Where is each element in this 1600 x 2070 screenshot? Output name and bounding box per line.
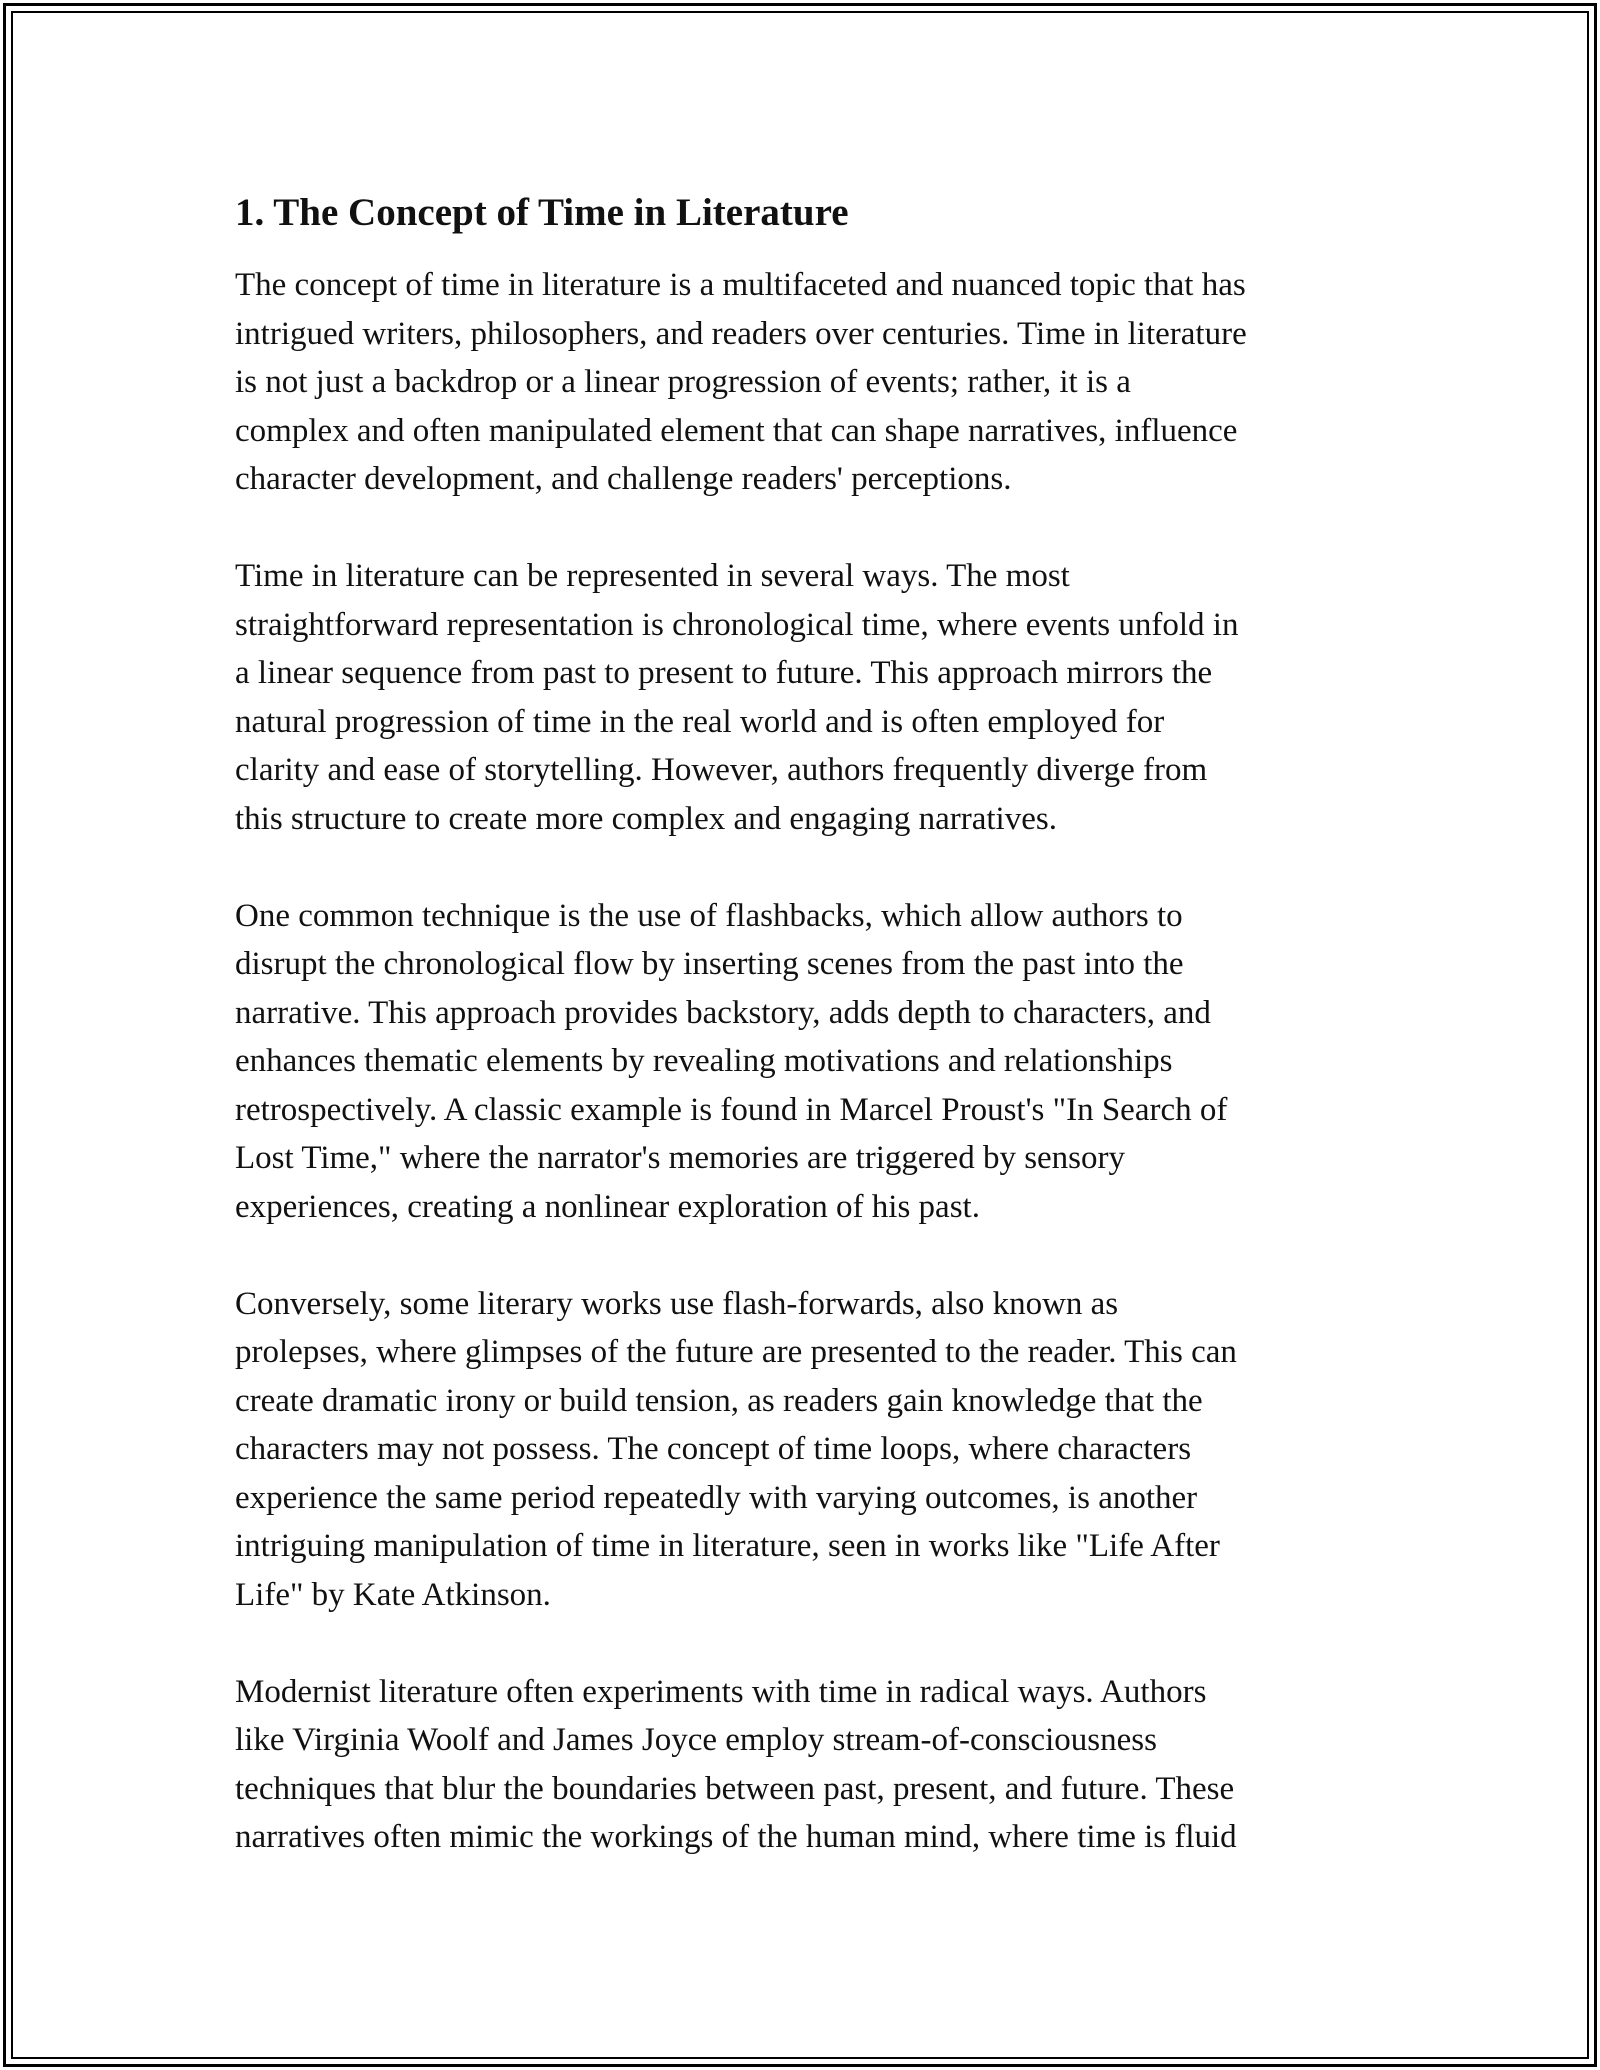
text-line: retrospectively. A classic example is found in Marcel Proust's "In Search of: [235, 1091, 1228, 1128]
text-line: narrative. This approach provides backstory, adds depth to characters, and: [235, 994, 1211, 1031]
text-line: narratives often mimic the workings of the human mind, where time is fluid: [235, 1819, 1237, 1855]
paragraph-5: [235, 1668, 1375, 1862]
text-line: create dramatic irony or build tension, as readers gain knowledge that the: [235, 1382, 1203, 1419]
text-line: Lost Time," where the narrator's memories are triggered by sensory: [235, 1140, 1126, 1176]
text-line: like Virginia Woolf and James Joyce employ stream-of-consciousness: [235, 1722, 1157, 1758]
paragraph-3: [235, 892, 1375, 1232]
text-line: experiences, creating a nonlinear exploration of his past.: [235, 1188, 980, 1225]
text-line: is not just a backdrop or a linear progression of events; rather, it is a: [235, 364, 1131, 400]
text-line: disrupt the chronological flow by inserting scenes from the past into the: [235, 946, 1184, 982]
text-line: Conversely, some literary works use flash-forwards, also known as: [235, 1285, 1119, 1322]
section-heading: 1. The Concept of Time in Literature: [235, 191, 849, 234]
paragraph-4: [235, 1280, 1375, 1620]
text-line: complex and often manipulated element that can shape narratives, influence: [235, 412, 1238, 449]
text-line: straightforward representation is chronological time, where events unfold in: [235, 606, 1239, 643]
text-line: Life" by Kate Atkinson.: [235, 1576, 551, 1613]
text-line: One common technique is the use of flashbacks, which allow authors to: [235, 897, 1183, 934]
text-line: Time in literature can be represented in several ways. The most: [235, 558, 1070, 594]
text-line: Modernist literature often experiments with time in radical ways. Authors: [235, 1673, 1207, 1710]
text-line: intriguing manipulation of time in literature, seen in works like "Life After: [235, 1528, 1220, 1564]
text-line: intrigued writers, philosophers, and readers over centuries. Time in literature: [235, 315, 1247, 352]
text-line: experience the same period repeatedly with varying outcomes, is another: [235, 1479, 1198, 1516]
text-line: character development, and challenge readers' perceptions.: [235, 461, 1012, 497]
text-line: a linear sequence from past to present to future. This approach mirrors the: [235, 655, 1213, 691]
paragraph-2: [235, 552, 1375, 843]
text-line: clarity and ease of storytelling. However, authors frequently diverge from: [235, 752, 1208, 788]
text-line: enhances thematic elements by revealing motivations and relationships: [235, 1043, 1173, 1079]
text-line: natural progression of time in the real world and is often employed for: [235, 703, 1165, 740]
text-line: characters may not possess. The concept of time loops, where characters: [235, 1431, 1192, 1467]
text-line: techniques that blur the boundaries between past, present, and future. These: [235, 1770, 1235, 1807]
text-line: this structure to create more complex and engaging narratives.: [235, 800, 1057, 837]
document-body: [235, 185, 1375, 1910]
text-line: prolepses, where glimpses of the future are presented to the reader. This can: [235, 1334, 1237, 1370]
paragraph-1: [235, 261, 1375, 504]
text-line: The concept of time in literature is a multifaceted and nuanced topic that has: [235, 267, 1246, 303]
